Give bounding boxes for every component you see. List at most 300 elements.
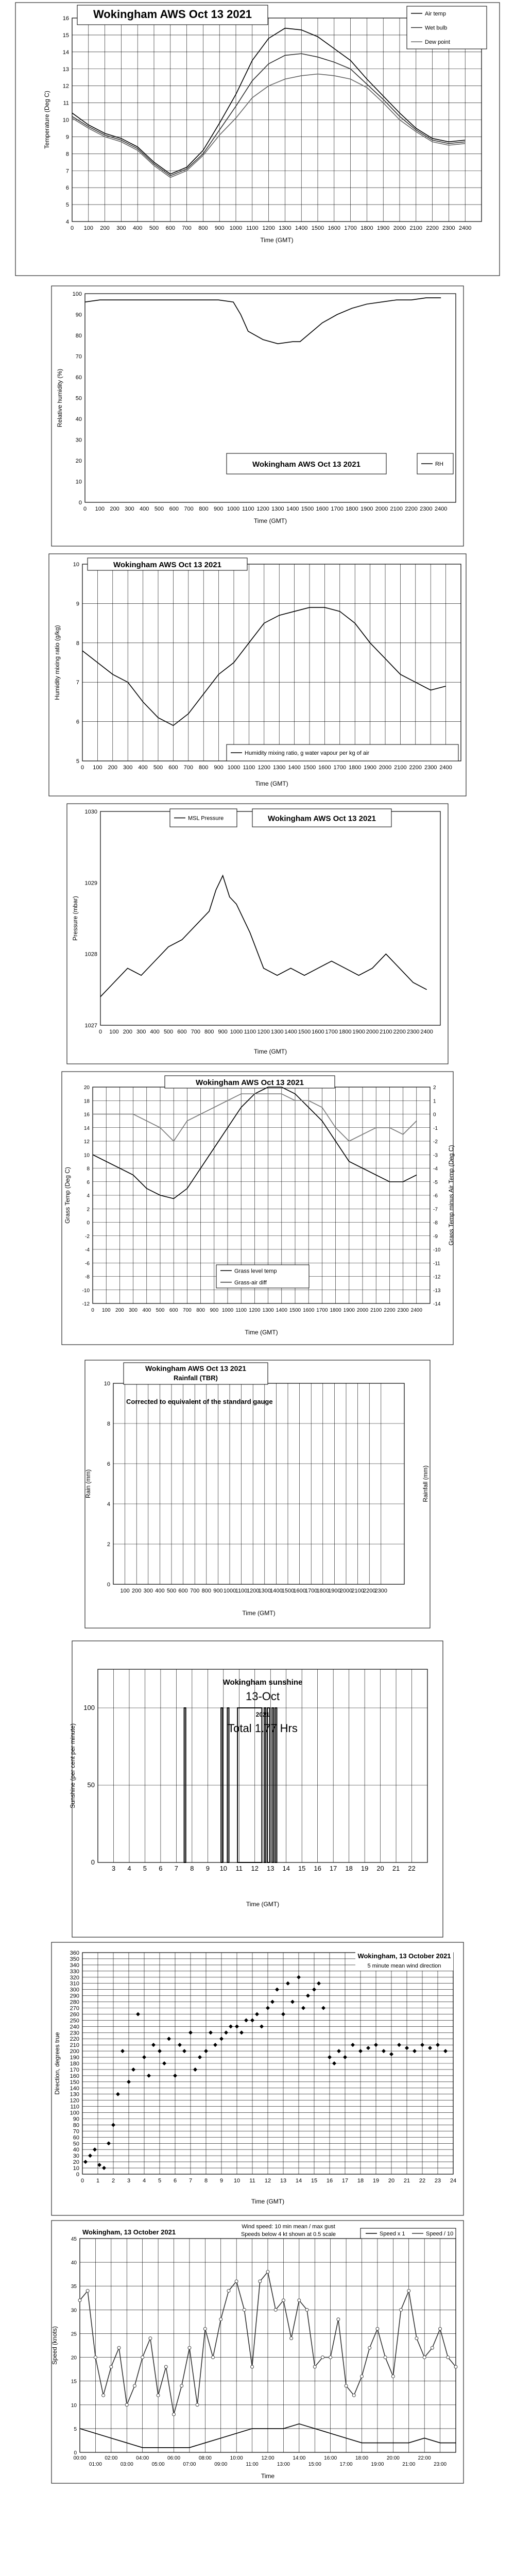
gust-point	[376, 2327, 379, 2330]
legend-entry: Dew point	[425, 39, 450, 46]
x-tick-label: 14:00	[293, 2455, 306, 2461]
x-tick-label: 2400	[434, 506, 448, 512]
y-tick-label: 210	[70, 2042, 79, 2049]
y-tick-label: 20	[83, 1085, 90, 1091]
x-tick-label: 1000	[221, 1308, 234, 1313]
sunshine-chart	[0, 1633, 515, 1940]
gust-point	[313, 2365, 316, 2368]
y2-axis-label: Rainfall (mm)	[422, 1465, 429, 1502]
x-tick-label: 500	[156, 1308, 165, 1313]
x-tick-label: 19	[360, 1865, 369, 1872]
x-tick-label: 20	[376, 1865, 384, 1872]
y-tick-label: 6	[87, 1179, 90, 1185]
x-tick-label: 1200	[246, 1588, 260, 1594]
x-tick-label: 1800	[338, 1029, 352, 1035]
x-tick-label: 900	[215, 225, 225, 231]
chart-subtitle: 13-Oct	[245, 1690, 280, 1703]
y-tick-label: 5	[76, 758, 79, 765]
y-tick-label: 60	[73, 2134, 79, 2141]
x-tick-label: 1900	[343, 1308, 355, 1313]
sunshine-chart-svg	[0, 1633, 515, 1940]
y-tick-label: 240	[70, 2024, 79, 2030]
x-tick-label: 2000	[393, 225, 406, 231]
y-tick-label: 10	[104, 1381, 110, 1387]
x-tick-label: 1700	[331, 506, 344, 512]
x-tick-label: 4	[127, 1865, 131, 1872]
gust-point	[219, 2318, 222, 2321]
x-tick-label: 2200	[384, 1308, 396, 1313]
x-tick-label: 22:00	[418, 2455, 431, 2461]
x-tick-label: 800	[198, 225, 208, 231]
x-tick-label: 11	[249, 2178, 255, 2184]
y-tick-label: 120	[70, 2097, 79, 2104]
x-tick-label: 13:00	[277, 2462, 290, 2467]
y-tick-label: 260	[70, 2011, 79, 2018]
x-tick-label: 1800	[346, 506, 358, 512]
x-tick-label: 2100	[394, 765, 407, 771]
x-tick-label: 1100	[244, 1029, 256, 1035]
y-tick-label: 200	[70, 2048, 79, 2055]
x-tick-label: 700	[190, 1588, 200, 1594]
x-axis-label: Time (GMT)	[246, 1901, 280, 1908]
x-tick-label: 1500	[301, 506, 314, 512]
x-tick-label: 07:00	[183, 2462, 196, 2467]
x-tick-label: 21	[403, 2178, 410, 2184]
y-tick-label: 180	[70, 2061, 79, 2067]
legend-entry: MSL Pressure	[188, 815, 224, 822]
y-tick-label: 10	[73, 2165, 79, 2172]
y-tick-label: 1030	[84, 809, 97, 815]
x-tick-label: 10:00	[230, 2455, 243, 2461]
gust-point	[157, 2394, 160, 2397]
y-tick-label: 190	[70, 2055, 79, 2061]
x-tick-label: 100	[101, 1308, 111, 1313]
y-tick-label: 80	[73, 2122, 79, 2129]
x-tick-label: 400	[142, 1308, 151, 1313]
x-tick-label: 12:00	[261, 2455, 274, 2461]
gust-point	[400, 2308, 403, 2311]
y-tick-label: 16	[83, 1112, 90, 1118]
x-tick-label: 9	[205, 1865, 210, 1872]
x-tick-label: 1600	[293, 1588, 306, 1594]
gust-point	[243, 2308, 246, 2311]
y2-tick-label: 1	[433, 1098, 436, 1105]
x-tick-label: 16:00	[324, 2455, 337, 2461]
x-tick-label: 0	[83, 506, 87, 512]
x-tick-label: 15:00	[308, 2462, 321, 2467]
y-tick-label: 14	[62, 49, 69, 56]
y-tick-label: 90	[73, 2116, 79, 2123]
x-tick-label: 2000	[379, 765, 392, 771]
x-tick-label: 100	[83, 225, 93, 231]
x-tick-label: 03:00	[120, 2462, 133, 2467]
y2-tick-label: 0	[433, 1112, 436, 1118]
gust-point	[110, 2365, 113, 2368]
y-tick-label: 90	[75, 312, 82, 318]
y-tick-label: 1027	[84, 1023, 97, 1029]
x-tick-label: 600	[169, 1308, 178, 1313]
x-tick-label: 100	[120, 1588, 130, 1594]
y-tick-label: 10	[83, 1153, 90, 1159]
y-axis-label: Sunshine (per cent per minute)	[69, 1723, 76, 1808]
x-tick-label: 1900	[352, 1029, 365, 1035]
x-tick-label: 500	[153, 765, 163, 771]
y-tick-label: 12	[62, 83, 69, 90]
x-tick-label: 15	[298, 1865, 306, 1872]
y-axis-label: Humidity mixing ratio (g/kg)	[54, 625, 61, 700]
gust-point	[212, 2356, 215, 2359]
x-tick-label: 1900	[364, 765, 376, 771]
x-tick-label: 1700	[304, 1588, 318, 1594]
x-tick-label: 2300	[420, 506, 433, 512]
gust-point	[117, 2346, 121, 2349]
gust-point	[439, 2327, 442, 2330]
x-tick-label: 1100	[246, 225, 259, 231]
y-tick-label: 70	[75, 353, 82, 360]
y-tick-label: 220	[70, 2036, 79, 2043]
gust-point	[431, 2346, 434, 2349]
x-tick-label: 1300	[270, 1029, 284, 1035]
x-tick-label: 7	[188, 2178, 193, 2184]
gust-point	[188, 2346, 191, 2349]
y-tick-label: 340	[70, 1962, 79, 1969]
y-axis-label: Relative humidity (%)	[56, 368, 63, 428]
y-tick-label: 0	[76, 2172, 79, 2178]
y-tick-label: 6	[76, 719, 79, 725]
x-tick-label: 2300	[442, 225, 455, 231]
y-tick-label: 60	[75, 375, 82, 381]
wind-direction-chart-svg	[0, 1940, 515, 2218]
y-tick-label: 10	[71, 2402, 77, 2409]
x-tick-label: 1100	[235, 1308, 247, 1313]
x-tick-label: 1200	[257, 1029, 270, 1035]
y-tick-label: 320	[70, 1974, 79, 1981]
legend-entry: Humidity mixing ratio, g water vapour per kg of air	[245, 750, 370, 756]
gust-point	[345, 2384, 348, 2387]
y-tick-label: 0	[74, 2450, 77, 2456]
x-tick-label: 1000	[227, 765, 241, 771]
humidity-chart-svg	[0, 281, 515, 549]
x-tick-label: 11:00	[246, 2462, 259, 2467]
y-tick-label: 130	[70, 2091, 79, 2098]
y-tick-label: 15	[62, 32, 69, 39]
wind-direction-chart	[0, 1940, 515, 2218]
y2-tick-label: -5	[433, 1179, 438, 1185]
gust-point	[251, 2365, 254, 2368]
x-tick-label: 3	[111, 1865, 116, 1872]
gust-point	[329, 2356, 332, 2359]
y-tick-label: 2	[87, 1207, 90, 1213]
y2-tick-label: -3	[433, 1153, 438, 1159]
y-tick-label: 4	[107, 1501, 110, 1507]
x-tick-label: 2200	[409, 765, 422, 771]
y-tick-label: 7	[65, 168, 69, 175]
y-tick-label: 0	[87, 1220, 90, 1226]
chart-title: Wokingham, 13 October 2021	[357, 1952, 451, 1960]
x-tick-label: 200	[115, 1308, 124, 1313]
x-tick-label: 1700	[325, 1029, 338, 1035]
y-tick-label: 30	[73, 2153, 79, 2160]
x-tick-label: 1000	[227, 506, 240, 512]
gust-point	[235, 2280, 238, 2283]
chart-annotation: Corrected to equivalent of the standard gauge	[126, 1398, 273, 1405]
y-tick-label: 15	[71, 2379, 77, 2385]
y-tick-label: 100	[70, 2110, 79, 2116]
x-tick-label: 11	[235, 1865, 243, 1872]
x-tick-label: 1500	[311, 225, 324, 231]
x-tick-label: 1600	[328, 225, 341, 231]
x-tick-label: 04:00	[136, 2455, 149, 2461]
y-axis-label: Rain (mm)	[84, 1469, 92, 1498]
x-tick-label: 400	[150, 1029, 160, 1035]
x-tick-label: 14	[282, 1865, 290, 1872]
y2-tick-label: -12	[433, 1274, 441, 1280]
x-tick-label: 200	[100, 225, 110, 231]
y-tick-label: -2	[85, 1233, 90, 1240]
y-tick-label: 0	[91, 1858, 95, 1866]
x-tick-label: 1300	[258, 1588, 271, 1594]
y-tick-label: 360	[70, 1950, 79, 1956]
pressure-chart-svg	[0, 799, 515, 1066]
x-tick-label: 600	[165, 225, 175, 231]
temperature-chart-svg	[0, 0, 515, 281]
x-tick-label: 2200	[363, 1588, 376, 1594]
x-tick-label: 2300	[406, 1029, 420, 1035]
legend-entry: Air temp	[425, 10, 446, 17]
y-tick-label: 270	[70, 2005, 79, 2012]
gust-point	[196, 2403, 199, 2406]
x-tick-label: 2100	[370, 1308, 382, 1313]
y-tick-label: 50	[87, 1781, 95, 1789]
chart-title: Wokingham, 13 October 2021	[82, 2228, 176, 2236]
x-tick-label: 08:00	[198, 2455, 212, 2461]
x-tick-label: 500	[163, 1029, 174, 1035]
gust-point	[203, 2327, 207, 2330]
x-tick-label: 4	[142, 2178, 146, 2184]
x-tick-label: 2000	[356, 1308, 369, 1313]
x-tick-label: 300	[143, 1588, 153, 1594]
x-tick-label: 2400	[410, 1308, 422, 1313]
gust-point	[102, 2394, 105, 2397]
grass-temp-chart-svg	[0, 1066, 515, 1347]
x-tick-label: 19	[372, 2178, 380, 2184]
gust-point	[321, 2356, 324, 2359]
x-tick-label: 05:00	[151, 2462, 165, 2467]
y-tick-label: 150	[70, 2079, 79, 2086]
chart-title: Wokingham AWS Oct 13 2021	[252, 460, 361, 469]
temperature-chart	[0, 0, 515, 281]
x-tick-label: 15	[311, 2178, 318, 2184]
y-tick-label: 30	[71, 2308, 77, 2314]
x-tick-label: 100	[93, 765, 102, 771]
gust-point	[266, 2270, 269, 2274]
x-tick-label: 600	[178, 1588, 188, 1594]
chart-title: Wokingham AWS Oct 13 2021	[113, 561, 222, 569]
x-axis-label: Time (GMT)	[242, 1609, 276, 1617]
x-tick-label: 16	[326, 2178, 333, 2184]
y-tick-label: -12	[82, 1301, 90, 1307]
x-tick-label: 18	[345, 1865, 353, 1872]
y-tick-label: 12	[83, 1139, 90, 1145]
y-tick-label: 8	[87, 1166, 90, 1172]
x-tick-label: 1400	[286, 506, 299, 512]
legend-entry: Speed x 1	[380, 2231, 405, 2237]
legend-entry: Wet bulb	[425, 25, 448, 31]
x-tick-label: 22	[419, 2178, 426, 2184]
y2-tick-label: -7	[433, 1207, 438, 1213]
chart-subtitle: Wind speed: 10 min mean / max gust	[242, 2224, 335, 2230]
y-tick-label: 4	[65, 219, 69, 225]
x-tick-label: 1200	[249, 1308, 261, 1313]
x-tick-label: 1000	[223, 1588, 236, 1594]
y2-tick-label: -8	[433, 1220, 438, 1226]
x-tick-label: 1900	[360, 506, 373, 512]
x-tick-label: 800	[199, 506, 209, 512]
y2-tick-label: -9	[433, 1233, 438, 1240]
x-axis-label: Time (GMT)	[253, 517, 287, 524]
x-tick-label: 2300	[424, 765, 437, 771]
x-tick-label: 2200	[426, 225, 439, 231]
x-tick-label: 300	[116, 225, 126, 231]
x-tick-label: 09:00	[214, 2462, 228, 2467]
x-tick-label: 8	[204, 2178, 208, 2184]
x-tick-label: 300	[136, 1029, 146, 1035]
x-axis-label: Time (GMT)	[251, 2198, 285, 2205]
grass-temp-chart	[0, 1066, 515, 1347]
x-tick-label: 13	[280, 2178, 287, 2184]
x-tick-label: 02:00	[105, 2455, 118, 2461]
y-tick-label: 7	[76, 680, 79, 686]
gust-point	[259, 2280, 262, 2283]
x-tick-label: 10	[219, 1865, 228, 1872]
x-tick-label: 01:00	[89, 2462, 102, 2467]
y-tick-label: 100	[83, 1704, 95, 1711]
x-tick-label: 1600	[312, 1029, 324, 1035]
gust-point	[141, 2356, 144, 2359]
y-tick-label: 250	[70, 2018, 79, 2024]
y-tick-label: 50	[75, 395, 82, 402]
x-tick-label: 1500	[303, 765, 316, 771]
x-tick-label: 200	[123, 1029, 132, 1035]
y2-tick-label: -14	[433, 1301, 441, 1307]
x-axis-label: Time (GMT)	[260, 236, 294, 244]
gust-point	[337, 2318, 340, 2321]
mixing-ratio-chart-svg	[0, 549, 515, 799]
y-axis-label: Speed (knots)	[51, 2326, 58, 2365]
gust-point	[298, 2299, 301, 2302]
y2-tick-label: -1	[433, 1125, 438, 1131]
x-tick-label: 800	[196, 1308, 205, 1313]
y-tick-label: 40	[75, 416, 82, 422]
x-tick-label: 1200	[258, 765, 271, 771]
gust-point	[86, 2289, 89, 2292]
y-tick-label: 350	[70, 1956, 79, 1962]
y-axis-label: Pressure (mbar)	[72, 896, 79, 941]
x-tick-label: 1600	[318, 765, 331, 771]
x-tick-label: 1500	[289, 1308, 301, 1313]
x-tick-label: 1900	[376, 225, 390, 231]
year-label: 2021	[255, 1711, 270, 1718]
x-tick-label: 0	[70, 225, 74, 231]
y-tick-label: -8	[85, 1274, 90, 1280]
y-tick-label: 20	[71, 2355, 77, 2361]
x-tick-label: 17:00	[339, 2462, 353, 2467]
y-tick-label: 70	[73, 2128, 79, 2135]
chart-title: Wokingham AWS Oct 13 2021	[267, 814, 376, 823]
x-tick-label: 1800	[316, 1588, 330, 1594]
y-tick-label: 13	[62, 66, 69, 73]
x-tick-label: 1	[96, 2178, 100, 2184]
y-tick-label: 25	[71, 2331, 77, 2337]
y-tick-label: 9	[65, 134, 69, 141]
x-tick-label: 500	[154, 506, 164, 512]
x-tick-label: 2100	[409, 225, 423, 231]
chart-title: Wokingham AWS Oct 13 2021	[195, 1078, 304, 1087]
x-tick-label: 400	[133, 225, 143, 231]
y-tick-label: 20	[73, 2159, 79, 2166]
x-tick-label: 1800	[360, 225, 373, 231]
y-tick-label: 30	[75, 437, 82, 444]
x-tick-label: 0	[80, 765, 84, 771]
chart-title: Wokingham AWS Oct 13 2021	[145, 1364, 247, 1372]
x-tick-label: 1400	[270, 1588, 283, 1594]
x-tick-label: 400	[140, 506, 149, 512]
x-tick-label: 12	[264, 2178, 271, 2184]
y2-tick-label: -13	[433, 1287, 441, 1294]
y-tick-label: 8	[107, 1421, 110, 1427]
x-tick-label: 300	[129, 1308, 138, 1313]
x-tick-label: 900	[213, 1588, 223, 1594]
y-tick-label: 9	[76, 601, 79, 607]
y-tick-label: 50	[73, 2141, 79, 2147]
x-axis-label: Time	[261, 2472, 275, 2480]
x-tick-label: 1200	[256, 506, 269, 512]
x-tick-label: 100	[109, 1029, 119, 1035]
x-tick-label: 2300	[374, 1588, 388, 1594]
gust-point	[125, 2403, 128, 2406]
gust-point	[78, 2299, 81, 2302]
y-tick-label: -6	[85, 1261, 90, 1267]
x-tick-label: 800	[204, 1029, 214, 1035]
x-tick-label: 1100	[242, 506, 254, 512]
y-tick-label: 230	[70, 2030, 79, 2037]
x-tick-label: 0	[80, 2178, 84, 2184]
x-tick-label: 600	[169, 506, 179, 512]
x-tick-label: 800	[199, 765, 209, 771]
x-tick-label: 900	[214, 765, 224, 771]
x-tick-label: 2400	[458, 225, 472, 231]
y-tick-label: 5	[65, 202, 69, 209]
legend-entry: Grass level temp	[234, 1268, 277, 1275]
x-tick-label: 200	[110, 506, 119, 512]
y-tick-label: 10	[62, 117, 69, 124]
y-tick-label: 8	[76, 640, 79, 647]
humidity-chart	[0, 281, 515, 549]
y-tick-label: 100	[72, 291, 82, 297]
y2-tick-label: -2	[433, 1139, 438, 1145]
gust-point	[282, 2299, 285, 2302]
x-tick-label: 1600	[316, 506, 329, 512]
pressure-chart	[0, 799, 515, 1066]
y2-axis-label: Grass Temp minus Air Temp (Deg C)	[448, 1145, 455, 1246]
y-tick-label: 160	[70, 2073, 79, 2079]
wind-speed-chart-svg	[0, 2218, 515, 2486]
rainfall-chart-svg	[0, 1347, 515, 1633]
y-tick-label: 1029	[84, 880, 97, 887]
x-tick-label: 24	[450, 2178, 457, 2184]
x-tick-label: 1400	[295, 225, 308, 231]
gust-point	[305, 2308, 308, 2311]
